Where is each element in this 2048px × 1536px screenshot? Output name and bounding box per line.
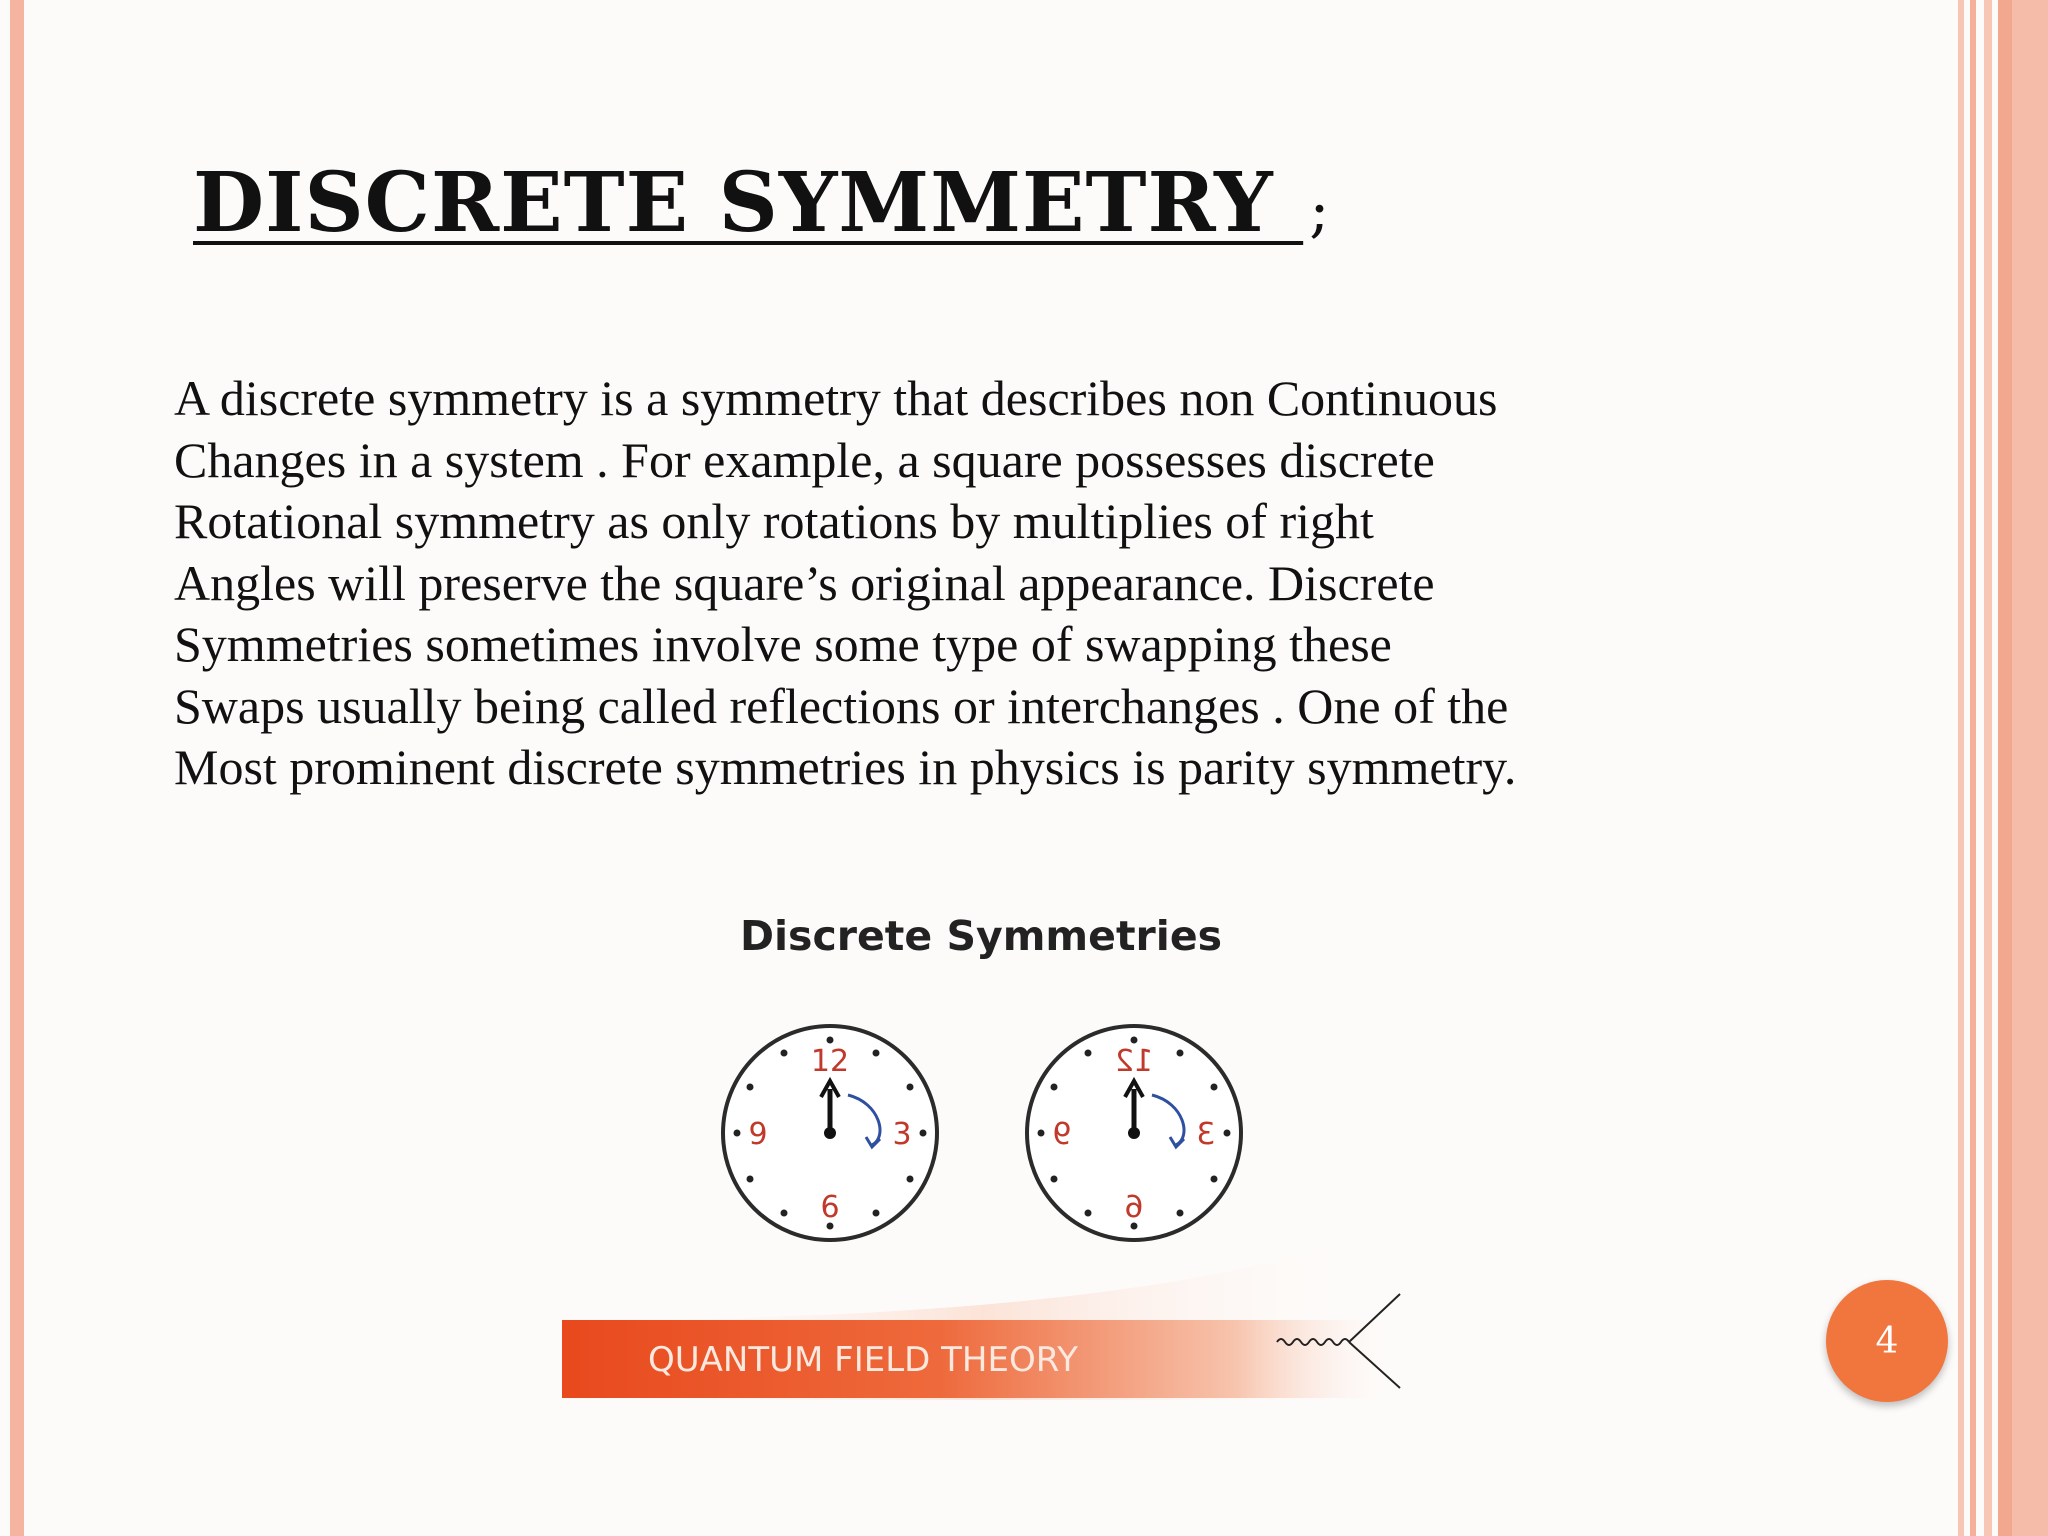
clock-right-6: 6 [1124,1190,1144,1225]
clock-left-12: 12 [810,1044,850,1079]
body-line: Changes in a system . For example, a square possesses discrete [174,431,1435,488]
clock-left-3: 3 [892,1117,912,1152]
clock-right-9: 9 [1052,1117,1072,1152]
body-line: Most prominent discrete symmetries in physics is parity symmetry. [174,739,1517,795]
slide-title-suffix: ; [1309,176,1331,246]
clock-left [723,1026,937,1240]
body-line: Angles will preserve the square’s original appearance. Discrete [174,554,1435,611]
body-line: Swaps usually being called reflections or interchanges . One of the [174,677,1509,734]
page-number: 4 [1875,1320,1899,1362]
discrete-symmetries-figure [562,900,1404,1400]
clock-right-3: 3 [1196,1117,1216,1152]
clock-right [1027,1026,1241,1240]
body-line: Rotational symmetry as only rotations by multiplies of right [174,493,1374,549]
right-frame-stripes [1958,0,2048,1536]
figure-title: Discrete Symmetries [739,912,1223,960]
body-line: Symmetries sometimes involve some type of swapping these [174,616,1392,672]
body-paragraph [174,368,1874,799]
page-number-badge [1826,1280,1948,1402]
slide-title-text: DISCRETE SYMMETRY [193,155,1304,251]
body-line: A discrete symmetry is a symmetry that describes non Continuous [174,370,1498,426]
clock-right-12: 12 [1114,1044,1154,1079]
clock-left-9: 9 [748,1117,768,1152]
clock-left-6: 6 [820,1190,840,1225]
slide-title [193,155,1330,251]
left-frame-bar [10,0,24,1536]
figure-graphic [562,900,1404,1400]
banner-label: QUANTUM FIELD THEORY [648,1340,1078,1380]
